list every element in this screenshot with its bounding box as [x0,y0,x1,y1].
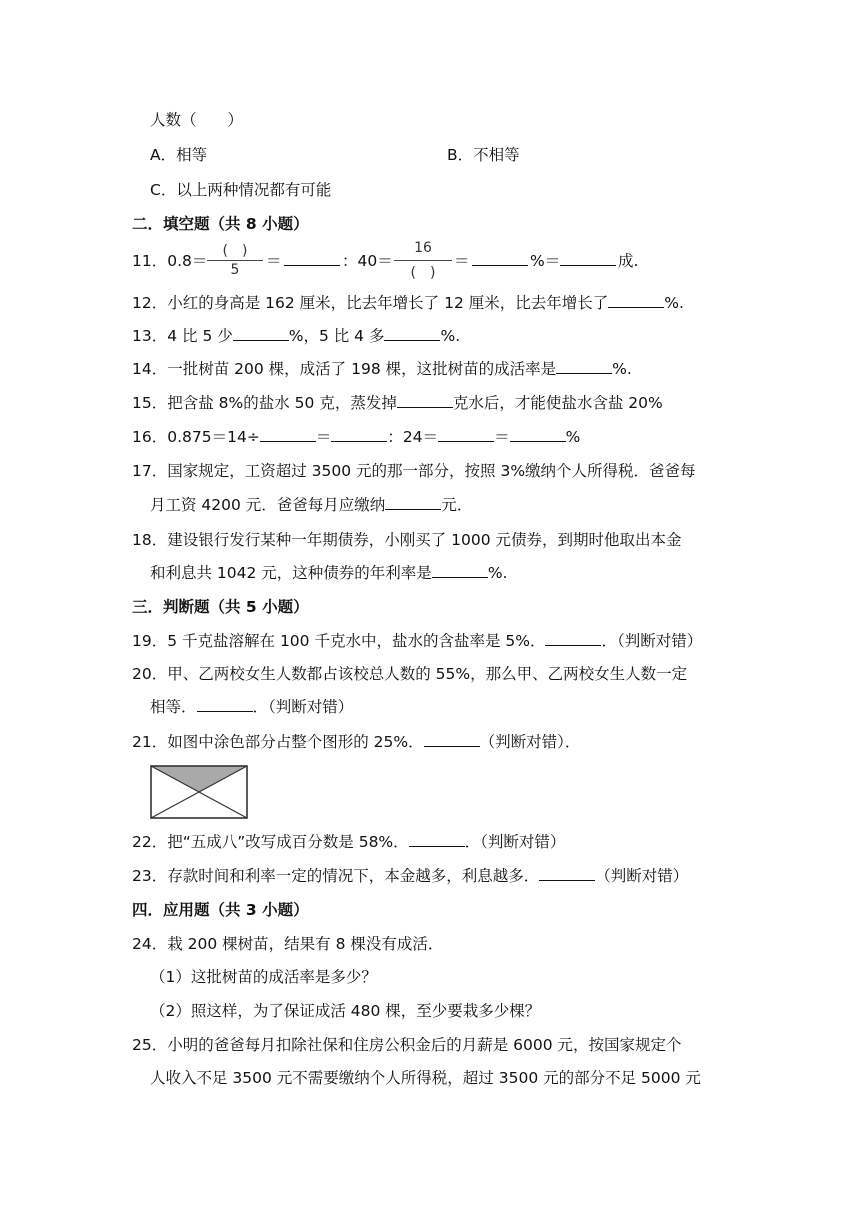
question-17-line-2: 月工资 4200 元．爸爸每月应缴纳 元． [150,496,473,514]
q10-option-b: B．不相等 [447,146,520,164]
question-23: 23．存款时间和利率一定的情况下，本金越多，利息越多． （判断对错） [132,867,689,885]
question-20-line-2: 相等． ．（判断对错） [150,698,354,716]
q23-blank [539,866,595,881]
q17-blank [385,495,441,510]
q14-blank [556,359,612,374]
q11-blank-1 [284,251,340,266]
question-13: 13．4 比 5 少 %，5 比 4 多 %. [132,327,461,345]
question-19: 19．5 千克盐溶解在 100 千克水中，盐水的含盐率是 5%． ．（判断对错） [132,632,703,650]
question-20-line-1: 20．甲、乙两校女生人数都占该校总人数的 55%，那么甲、乙两校女生人数一定 [132,665,688,683]
q16-blank-4 [510,427,566,442]
q13-blank-2 [384,326,440,341]
q11-fraction-1: ( ) 5 [207,240,263,280]
q16-blank-2 [331,427,387,442]
q11-fraction-2: 16 ( ) [394,240,452,280]
q19-blank [545,631,601,646]
question-15: 15．把含盐 8%的盐水 50 克，蒸发掉 克水后，才能使盐水含盐 20% [132,394,663,412]
q15-blank [397,393,453,408]
question-12: 12．小红的身高是 162 厘米，比去年增长了 12 厘米，比去年增长了 %. [132,294,684,312]
q10-option-a: A．相等 [150,146,208,164]
q18-blank [432,563,488,578]
question-24: 24．栽 200 棵树苗，结果有 8 棵没有成活． [132,935,444,953]
section-fill-heading: 二．填空题（共 8 小题） [132,215,309,233]
question-18-line-1: 18．建设银行发行某种一年期债券，小刚买了 1000 元债券，到期时他取出本金 [132,531,682,549]
q16-blank-3 [438,427,494,442]
q21-shaded-triangle [151,766,247,792]
question-24-part-2: （2）照这样，为了保证成活 480 棵，至少要栽多少棵？ [150,1002,541,1020]
section-apply-heading: 四．应用题（共 3 小题） [132,901,309,919]
q12-blank [608,293,664,308]
q22-blank [409,832,465,847]
q21-blank [424,732,480,747]
q21-figure [150,765,248,819]
q13-blank-1 [233,326,289,341]
q10-continuation: 人数（ ） [150,111,244,129]
section-judge-heading: 三．判断题（共 5 小题） [132,598,309,616]
q10-option-c: C．以上两种情况都有可能 [150,181,332,199]
question-14: 14．一批树苗 200 棵，成活了 198 棵，这批树苗的成活率是 %. [132,360,632,378]
q11-blank-2 [472,251,528,266]
question-22: 22．把“五成八”改写成百分数是 58%． ．（判断对错） [132,833,566,851]
question-16: 16．0.875＝14÷ ＝ ：24＝ ＝ % [132,428,581,446]
question-21: 21．如图中涂色部分占整个图形的 25%． （判断对错）． [132,733,581,751]
question-24-part-1: （1）这批树苗的成活率是多少？ [150,968,377,986]
q11-blank-3 [560,251,616,266]
question-17-line-1: 17．国家规定，工资超过 3500 元的那一部分，按照 3%缴纳个人所得税．爸爸每 [132,462,696,480]
question-25-line-1: 25．小明的爸爸每月扣除社保和住房公积金后的月薪是 6000 元，按国家规定个 [132,1036,682,1054]
question-25-line-2: 人收入不足 3500 元不需要缴纳个人所得税，超过 3500 元的部分不足 5000 元 [150,1069,701,1087]
question-18-line-2: 和利息共 1042 元，这种债券的年利率是 %. [150,564,508,582]
q16-blank-1 [260,427,316,442]
q20-blank [197,697,253,712]
